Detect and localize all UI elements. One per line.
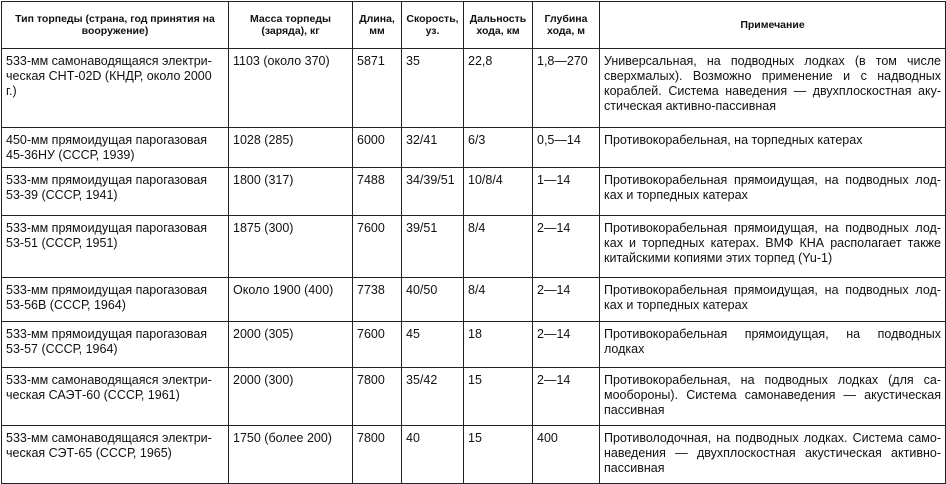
table-row bbox=[2, 322, 946, 368]
cell-type: 533-мм самонаводящаяся электри-ческая СЭТ-65 (СССР, 1965) bbox=[2, 426, 229, 484]
cell-depth: 2—14 bbox=[533, 368, 600, 426]
cell-depth: 1—14 bbox=[533, 168, 600, 216]
cell-mass: 1103 (около 370) bbox=[229, 49, 353, 128]
cell-note: Противокорабельная прямоидущая, на подводных лод-ках и торпедных катерах bbox=[600, 168, 946, 216]
table-body bbox=[2, 49, 946, 484]
cell-speed: 34/39/51 bbox=[402, 168, 464, 216]
header-range: Дальность хода, км bbox=[464, 2, 533, 49]
cell-type: 533-мм самонаводящаяся электри-ческая СНТ-02D (КНДР, около 2000 г.) bbox=[2, 49, 229, 128]
cell-length: 6000 bbox=[353, 128, 402, 168]
cell-length: 7800 bbox=[353, 368, 402, 426]
cell-mass: 1028 (285) bbox=[229, 128, 353, 168]
cell-note: Противокорабельная, на торпедных катерах bbox=[600, 128, 946, 168]
table-row bbox=[2, 278, 946, 322]
cell-depth: 1,8—270 bbox=[533, 49, 600, 128]
cell-type: 533-мм прямоидущая парогазовая 53-56В (СССР, 1964) bbox=[2, 278, 229, 322]
header-mass: Масса торпеды (заряда), кг bbox=[229, 2, 353, 49]
cell-range: 22,8 bbox=[464, 49, 533, 128]
cell-note: Универсальная, на подводных лодках (в том числе сверхмалых). Возможно применение и с надводных кораблей. Система наведения — двухплоскостная аку-стическая активно-пассивная bbox=[600, 49, 946, 128]
cell-speed: 40 bbox=[402, 426, 464, 484]
cell-speed: 45 bbox=[402, 322, 464, 368]
header-row bbox=[2, 2, 946, 49]
cell-mass: 2000 (300) bbox=[229, 368, 353, 426]
cell-length: 7600 bbox=[353, 322, 402, 368]
cell-depth: 2—14 bbox=[533, 216, 600, 278]
cell-note: Противокорабельная прямоидущая, на подводных лод-ках и торпедных катерах bbox=[600, 278, 946, 322]
table-row bbox=[2, 49, 946, 128]
cell-speed: 35/42 bbox=[402, 368, 464, 426]
cell-range: 8/4 bbox=[464, 216, 533, 278]
cell-type: 533-мм прямоидущая парогазовая 53-51 (СССР, 1951) bbox=[2, 216, 229, 278]
cell-speed: 32/41 bbox=[402, 128, 464, 168]
table-header bbox=[2, 2, 946, 49]
header-speed: Скорость, уз. bbox=[402, 2, 464, 49]
cell-range: 10/8/4 bbox=[464, 168, 533, 216]
cell-note: Противокорабельная прямоидущая, на подводных лод-ках и торпедных катерах. ВМФ КНА располагает также китайскими копиями этих торпед (Yu-1) bbox=[600, 216, 946, 278]
header-depth: Глубина хода, м bbox=[533, 2, 600, 49]
cell-type: 533-мм самонаводящаяся электри-ческая САЭТ-60 (СССР, 1961) bbox=[2, 368, 229, 426]
table-row bbox=[2, 368, 946, 426]
table-row bbox=[2, 216, 946, 278]
cell-range: 8/4 bbox=[464, 278, 533, 322]
table-row bbox=[2, 168, 946, 216]
cell-speed: 40/50 bbox=[402, 278, 464, 322]
cell-depth: 0,5—14 bbox=[533, 128, 600, 168]
cell-depth: 2—14 bbox=[533, 278, 600, 322]
cell-speed: 39/51 bbox=[402, 216, 464, 278]
header-note: Примечание bbox=[600, 2, 946, 49]
cell-length: 7488 bbox=[353, 168, 402, 216]
cell-range: 15 bbox=[464, 426, 533, 484]
cell-range: 15 bbox=[464, 368, 533, 426]
table-row bbox=[2, 128, 946, 168]
cell-note: Противокорабельная, на подводных лодках (для са-мообороны). Система самонаведения — акустическая пассивная bbox=[600, 368, 946, 426]
header-length: Длина, мм bbox=[353, 2, 402, 49]
cell-mass: 2000 (305) bbox=[229, 322, 353, 368]
cell-length: 7600 bbox=[353, 216, 402, 278]
cell-type: 450-мм прямоидущая парогазовая 45-36НУ (СССР, 1939) bbox=[2, 128, 229, 168]
cell-note: Противолодочная, на подводных лодках. Система само-наведения — двухплоскостная акустическая активно-пассивная bbox=[600, 426, 946, 484]
cell-mass: 1800 (317) bbox=[229, 168, 353, 216]
cell-type: 533-мм прямоидущая парогазовая 53-57 (СССР, 1964) bbox=[2, 322, 229, 368]
cell-mass: Около 1900 (400) bbox=[229, 278, 353, 322]
cell-depth: 2—14 bbox=[533, 322, 600, 368]
cell-length: 5871 bbox=[353, 49, 402, 128]
cell-range: 18 bbox=[464, 322, 533, 368]
cell-range: 6/3 bbox=[464, 128, 533, 168]
torpedo-table bbox=[1, 1, 946, 484]
cell-speed: 35 bbox=[402, 49, 464, 128]
cell-length: 7738 bbox=[353, 278, 402, 322]
cell-depth: 400 bbox=[533, 426, 600, 484]
table-row bbox=[2, 426, 946, 484]
header-type: Тип торпеды (страна, год принятия на вооружение) bbox=[2, 2, 229, 49]
cell-mass: 1750 (более 200) bbox=[229, 426, 353, 484]
cell-type: 533-мм прямоидущая парогазовая 53-39 (СССР, 1941) bbox=[2, 168, 229, 216]
cell-note: Противокорабельная прямоидущая, на подводных лодках bbox=[600, 322, 946, 368]
cell-mass: 1875 (300) bbox=[229, 216, 353, 278]
cell-length: 7800 bbox=[353, 426, 402, 484]
